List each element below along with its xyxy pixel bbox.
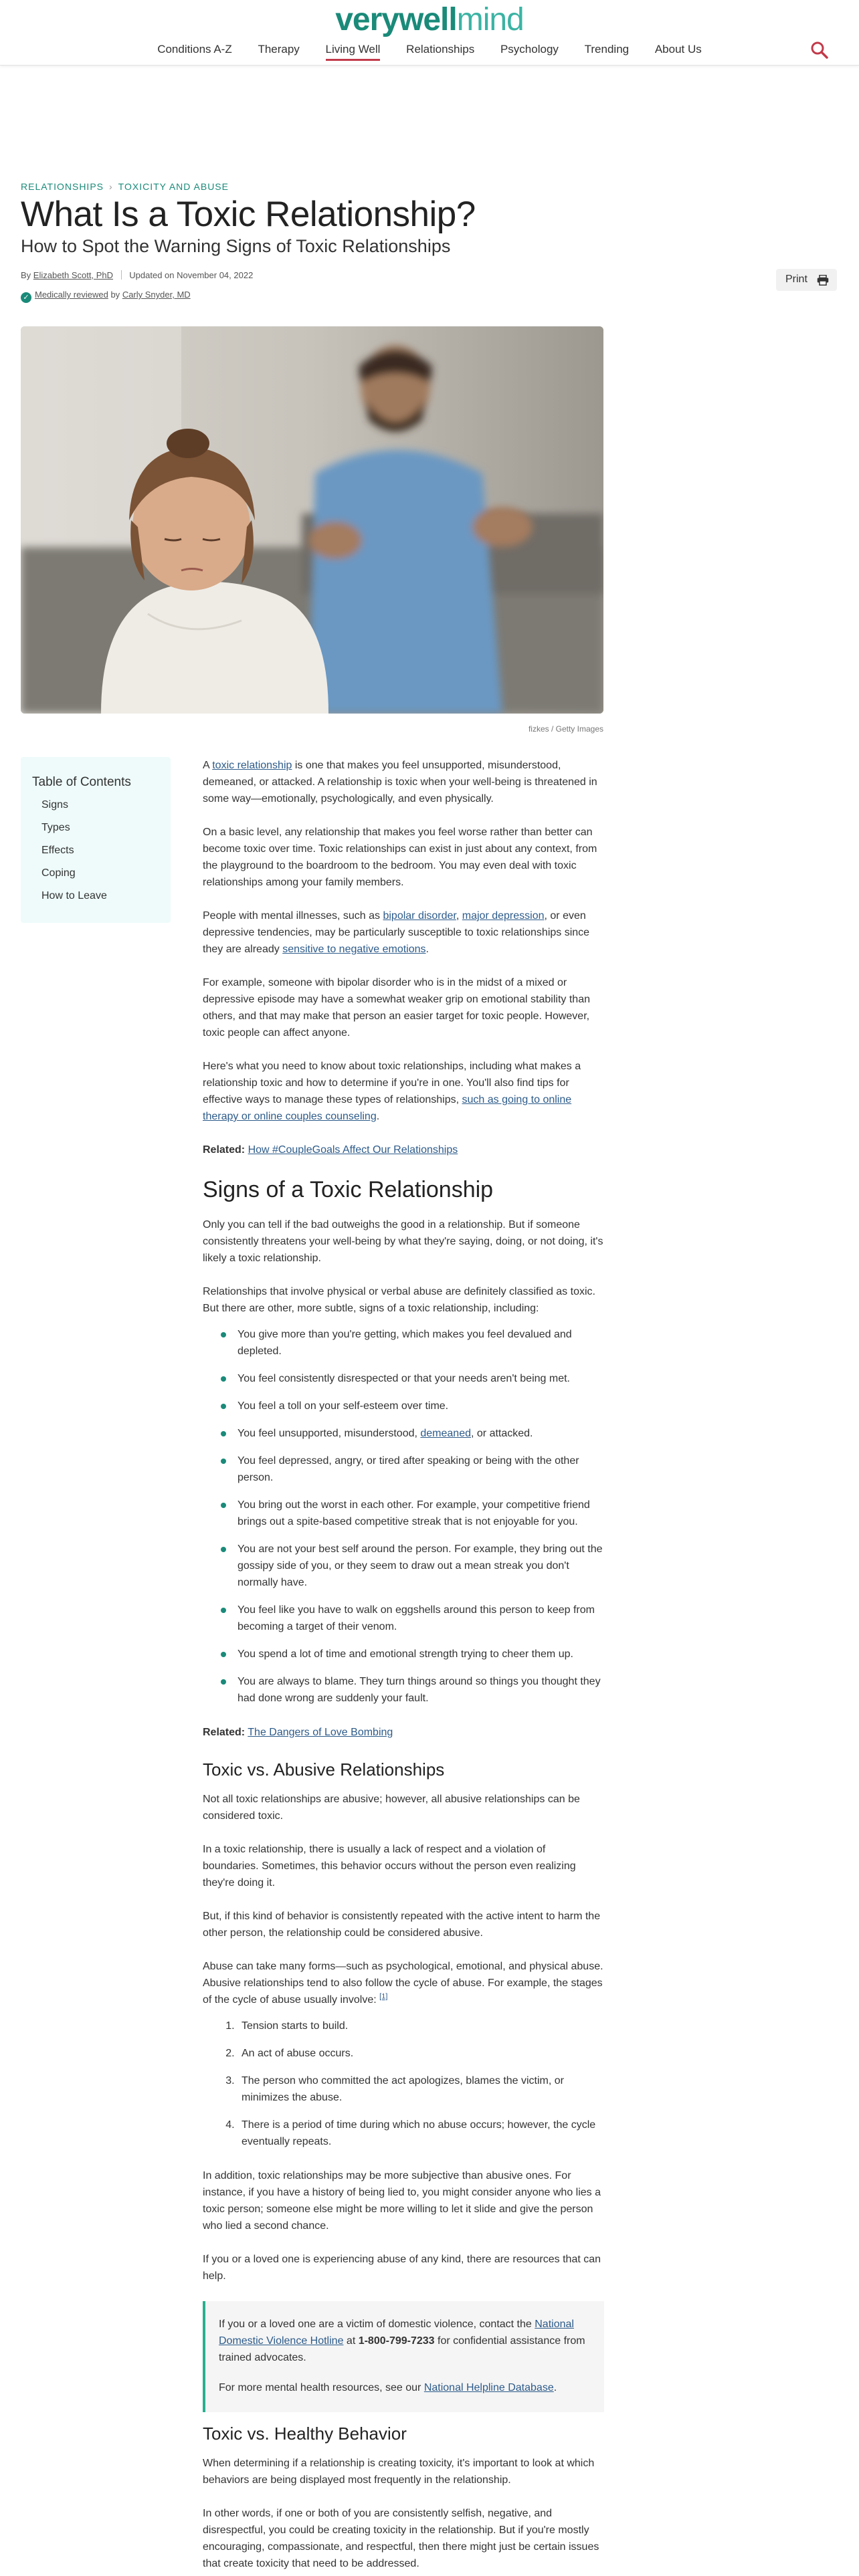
main-nav (0, 43, 859, 61)
list-item: You feel a toll on your self-esteem over time. (219, 1398, 604, 1414)
list-item: 4. There is a period of time during which no abuse occurs; however, the cycle eventually repeats. (237, 2117, 604, 2150)
toc-item-effects[interactable]: Effects (41, 845, 74, 856)
abusive-paragraph-6: If you or a loved one is experiencing abuse of any kind, there are resources that can help. (203, 2254, 601, 2282)
reviewed-by-label: by (110, 290, 120, 300)
nav-psychology[interactable]: Psychology (500, 43, 559, 56)
site-logo[interactable] (0, 1, 859, 38)
hotline-phone: 1-800-799-7233 (358, 2335, 435, 2347)
nav-therapy[interactable]: Therapy (258, 43, 300, 56)
abusive-paragraph-4 (203, 1958, 604, 2008)
list-item: You are not your best self around the person. For example, they bring out the gossipy side of you, or they seem to draw out a mean streak you don't normally have. (219, 1541, 604, 1591)
text: , or attacked. (471, 1428, 533, 1439)
chevron-right-icon: › (109, 181, 113, 192)
toc-title: Table of Contents (32, 775, 131, 789)
list-item: You feel like you have to walk on eggshells around this person to keep from becoming a target of their venom. (219, 1602, 604, 1635)
text: Abuse can take many forms—such as psychological, emotional, and physical abuse. Abusive relationships tend to also follow the cycle of abuse. For example, the stages of the cycle of abuse usually involve: (203, 1961, 603, 2006)
print-button[interactable] (776, 269, 837, 291)
abusive-paragraph-2: In a toxic relationship, there is usually a lack of respect and a violation of boundaries. Sometimes, this behavior occurs without the person even realizing they're doing it. (203, 1844, 576, 1889)
list-item: 1. Tension starts to build. (237, 2018, 604, 2034)
toc-item-how-to-leave[interactable]: How to Leave (41, 890, 107, 901)
checkmark-icon: ✓ (21, 292, 31, 303)
hero-image (21, 326, 603, 714)
text: Here's what you need to know about toxic relationships, including what makes a relationship toxic and how to determine if you're in one. You'll also find tips for effective ways to manage these types of relationships, (203, 1061, 581, 1105)
toxic-relationship-link[interactable]: toxic relationship (212, 760, 292, 771)
search-icon (809, 40, 830, 60)
signs-heading: Signs of a Toxic Relationship (203, 1177, 494, 1202)
couple-arguing-illustration (21, 326, 603, 714)
signs-paragraph-2: Relationships that involve physical or verbal abuse are definitely classified as toxic. But there are other, more subtle, signs of a toxic relationship, including: (203, 1286, 595, 1314)
text: , or even depressive tendencies, may be particularly susceptible to toxic relationships since they are already (203, 910, 590, 955)
healthy-heading: Toxic vs. Healthy Behavior (203, 2424, 407, 2444)
nav-living-well[interactable]: Living Well (326, 43, 381, 61)
text: is one that makes you feel unsupported, misunderstood, demeaned, or attacked. A relationship is toxic when your well-being is threatened in some way—emotionally, psychologically, and even physically. (203, 760, 597, 804)
breadcrumb-relationships[interactable]: RELATIONSHIPS (21, 181, 104, 192)
signs-list (219, 1326, 604, 1707)
demeaned-link[interactable]: demeaned (420, 1428, 471, 1439)
abuse-cycle-list (219, 2018, 604, 2150)
medically-reviewed-link[interactable]: Medically reviewed (35, 290, 108, 300)
list-item (219, 1425, 604, 1442)
related-label: Related: (203, 1144, 246, 1156)
printer-icon (817, 275, 829, 286)
breadcrumb (21, 181, 229, 192)
text: , (456, 910, 462, 922)
nav-conditions[interactable]: Conditions A-Z (157, 43, 232, 56)
abusive-heading: Toxic vs. Abusive Relationships (203, 1759, 445, 1780)
callout-paragraph-2 (219, 2379, 589, 2396)
author-link[interactable]: Elizabeth Scott, PhD (33, 270, 114, 280)
text: for confidential assistance from trained advocates. (219, 2335, 585, 2363)
byline-divider (121, 270, 122, 280)
citation-link[interactable]: [1] (379, 1992, 388, 2001)
healthy-paragraph-2: In other words, if one or both of you are consistently selfish, negative, and disrespectful, you could be creating toxicity in the relationship. But if you're mostly encouraging, compassionate, and respectful, then there might just be certain issues that create toxicity that need to be addressed. (203, 2508, 599, 2569)
major-depression-link[interactable]: major depression (462, 910, 545, 922)
list-item: You feel depressed, angry, or tired after speaking or being with the other person. (219, 1453, 604, 1486)
reviewer-link[interactable]: Carly Snyder, MD (122, 290, 191, 300)
byline (21, 270, 253, 280)
text: at (343, 2335, 359, 2347)
article-body (203, 757, 604, 2576)
text: You feel unsupported, misunderstood, (237, 1428, 421, 1439)
print-label: Print (785, 274, 807, 285)
abusive-paragraph-3: But, if this kind of behavior is consistently repeated with the active intent to harm the other person, the relationship could be considered abusive. (203, 1911, 601, 1939)
callout-paragraph-1 (219, 2316, 589, 2366)
helpline-callout (203, 2301, 604, 2412)
hotline-link[interactable]: National Domestic Violence Hotline (219, 2319, 574, 2347)
related-label: Related: (203, 1727, 246, 1738)
logo-light: mind (456, 2, 524, 37)
site-header (0, 0, 859, 66)
list-item: You feel consistently disrespected or that your needs aren't being met. (219, 1370, 604, 1387)
search-button[interactable] (809, 40, 830, 60)
table-of-contents (21, 757, 171, 923)
toc-item-types[interactable]: Types (41, 822, 70, 833)
list-item: You bring out the worst in each other. For example, your competitive friend brings out a spite-based competitive streak that is not enjoyable for you. (219, 1497, 604, 1530)
online-therapy-link[interactable]: such as going to online therapy or online couples counseling (203, 1094, 572, 1122)
text: For more mental health resources, see our (219, 2382, 424, 2393)
nav-trending[interactable]: Trending (584, 43, 630, 56)
toc-item-signs[interactable]: Signs (41, 799, 69, 811)
bipolar-disorder-link[interactable]: bipolar disorder (383, 910, 456, 922)
breadcrumb-toxicity[interactable]: TOXICITY AND ABUSE (118, 181, 229, 192)
list-item: 3. The person who committed the act apologizes, blames the victim, or minimizes the abuse. (237, 2072, 604, 2106)
intro-paragraph-5 (203, 1058, 604, 1125)
nav-relationships[interactable]: Relationships (406, 43, 475, 56)
related-link-block (203, 1142, 604, 1158)
medical-review (21, 290, 191, 303)
intro-paragraph-3 (203, 907, 604, 958)
text: . (376, 1111, 380, 1122)
text: If you or a loved one are a victim of domestic violence, contact the (219, 2319, 535, 2330)
intro-paragraph-2: On a basic level, any relationship that makes you feel worse rather than better can become toxic over time. Toxic relationships can exist in just about any context, from the playground to the boardroom to the bedroom. You may even deal with toxic relationships among your family members. (203, 827, 597, 888)
couplegoals-link[interactable]: How #CoupleGoals Affect Our Relationships (248, 1144, 458, 1156)
negative-emotions-link[interactable]: sensitive to negative emotions (282, 944, 426, 955)
love-bombing-link[interactable]: The Dangers of Love Bombing (248, 1727, 393, 1738)
text: People with mental illnesses, such as (203, 910, 383, 922)
page-subtitle: How to Spot the Warning Signs of Toxic Relationships (21, 236, 451, 256)
related-link-block (203, 1724, 604, 1741)
text: A (203, 760, 213, 771)
image-credit: fizkes / Getty Images (528, 724, 603, 734)
intro-paragraph-1 (203, 757, 604, 807)
signs-paragraph-1: Only you can tell if the bad outweighs the good in a relationship. But if someone consistently threatens your well-being by what they're saying, doing, or not doing, it's likely a toxic relationship. (203, 1219, 603, 1264)
helpline-database-link[interactable]: National Helpline Database (423, 2382, 554, 2393)
intro-paragraph-4: For example, someone with bipolar disorder who is in the midst of a mixed or depressive episode may have a somewhat weaker grip on emotional stability than others, and that may make that person an easier target for toxic people. However, toxic people can affect anyone. (203, 977, 590, 1039)
by-label: By (21, 270, 31, 280)
list-item: You spend a lot of time and emotional strength trying to cheer them up. (219, 1646, 604, 1662)
updated-date: Updated on November 04, 2022 (129, 270, 254, 280)
page-title: What Is a Toxic Relationship? (21, 195, 476, 234)
list-item: You are always to blame. They turn things around so things you thought they had done wrong are suddenly your fault. (219, 1673, 604, 1707)
healthy-paragraph-1: When determining if a relationship is creating toxicity, it's important to look at which behaviors are being displayed most frequently in the relationship. (203, 2458, 595, 2486)
toc-item-coping[interactable]: Coping (41, 867, 76, 879)
abusive-paragraph-5: In addition, toxic relationships may be more subjective than abusive ones. For instance, if you have a history of being lied to, you might consider anyone who lies a toxic person; someone else might be more willing to let it slide and give the person who lied a second chance. (203, 2170, 601, 2232)
list-item: 2. An act of abuse occurs. (237, 2045, 604, 2062)
text: . (425, 944, 429, 955)
list-item: You give more than you're getting, which makes you feel devalued and depleted. (219, 1326, 604, 1360)
abusive-paragraph-1: Not all toxic relationships are abusive; however, all abusive relationships can be considered toxic. (203, 1794, 580, 1822)
text: . (553, 2382, 557, 2393)
nav-about-us[interactable]: About Us (654, 43, 702, 56)
logo-bold: verywell (335, 2, 457, 37)
